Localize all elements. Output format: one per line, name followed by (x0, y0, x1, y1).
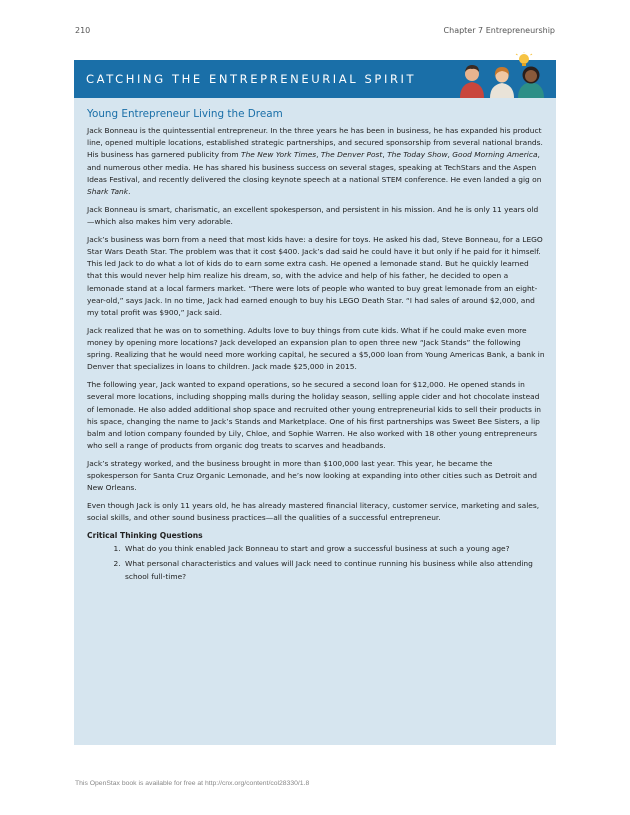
p1-text-c: , (382, 150, 388, 160)
p1-italic-today-show: The Today Show (387, 150, 448, 160)
feature-banner-title: CATCHING THE ENTREPRENEURIAL SPIRIT (86, 72, 417, 86)
question-item: 1. What do you think enabled Jack Bonneau to start and grow a successful business at such a young age? (123, 543, 545, 555)
p1-italic-shark-tank: Shark Tank (87, 187, 129, 197)
questions-list (87, 543, 545, 583)
paragraph-3: Jack’s business was born from a need that most kids have: a desire for toys. He asked his dad, Steve Bonneau, for a LEGO Star Wars Death Star. The problem was that it cost $400. Jack’s dad said he could have it but only if he paid for it himself. This led Jack to do what a lot of kids do to earn some extra cash. He opened a lemonade stand. But he quickly learned that this would never help him realize his dream, so, with the advice and help of his father, he decided to open a lemonade stand at a local farmers market. “There were lots of people who wanted to buy great lemonade from an eight-year-old,” says Jack. In no time, Jack had earned enough to buy his LEGO Death Star. “I had sales of around $2,000, and my total profit was $900,” Jack said. (87, 234, 543, 318)
feature-banner (74, 60, 556, 98)
entrepreneurs-people-icon (454, 52, 550, 98)
feature-subtitle: Young Entrepreneur Living the Dream (87, 108, 283, 120)
questions-heading: Critical Thinking Questions (87, 531, 203, 541)
page-number: 210 (75, 26, 91, 35)
p1-text-a: Jack Bonneau is the quintessential entrepreneur. In the three years he has been in business, he has expanded his product line, opened multiple locations, established strategic partnerships, and secured sponsorship from several national brands. His business has garnered publicity from (87, 126, 543, 160)
p1-text-b: , (316, 150, 321, 160)
p1-text-d: , (447, 150, 453, 160)
paragraph-5: The following year, Jack wanted to expand operations, so he secured a second loan for $12,000. He opened stands in several more locations, including shopping malls during the holiday season, selling apple cider and hot chocolate instead of lemonade. He also added additional shop space and recruited other young entrepreneurial kids to sell their products in his space, changing the name to Jack’s Stands and Marketplace. One of his first partnerships was Sweet Bee Sisters, a lip balm and lotion company founded by Lily, Chloe, and Sophie Warren. He also worked with 18 other young entrepreneurs who sell a range of products from organic dog treats to scarves and headbands. (87, 380, 541, 451)
p1-italic-nyt: The New York Times (241, 150, 317, 160)
paragraph-7: Even though Jack is only 11 years old, he has already mastered financial literacy, customer service, marketing and sales, social skills, and other sound business practices—all the qualities of a successful entrepreneur. (87, 501, 540, 523)
paragraph-4: Jack realized that he was on to something. Adults love to buy things from cute kids. What if he could make even more money by opening more locations? Jack developed an expansion plan to open three new “Jack Stands” the following spring. Realizing that he would need more working capital, he secured a $5,000 loan from Young Americas Bank, a bank in Denver that specializes in loans to children. Jack made $25,000 in 2015. (87, 325, 545, 372)
p1-text-e: , and numerous other media. He has shared his business success on several stages, speaking at TechStars and the Aspen Ideas Festival, and recently delivered the closing keynote speech at a national STEM conference. He even landed a gig on (87, 150, 542, 184)
p1-text-f: . (128, 187, 131, 197)
paragraph-2: Jack Bonneau is smart, charismatic, an excellent spokesperson, and persistent in his mission. And he is only 11 years old—which also makes him very adorable. (87, 204, 539, 227)
paragraph-6: Jack’s strategy worked, and the business brought in more than $100,000 last year. This year, he became the spokesperson for Santa Cruz Organic Lemonade, and he’s now looking at expanding into other cities such as Detroit and New Orleans. (87, 459, 537, 493)
footer-note: This OpenStax book is available for free at http://cnx.org/content/col28330/1.8 (75, 780, 310, 787)
chapter-title: Chapter 7 Entrepreneurship (443, 26, 555, 35)
question-item: 2. What personal characteristics and values will Jack need to continue running his business while also attending school full-time? (123, 558, 545, 582)
feature-content (87, 108, 545, 586)
p1-italic-gma: Good Morning America (452, 150, 538, 160)
feature-box (74, 60, 556, 745)
paragraph-1 (87, 125, 545, 198)
p1-italic-denver-post: The Denver Post (320, 150, 383, 160)
